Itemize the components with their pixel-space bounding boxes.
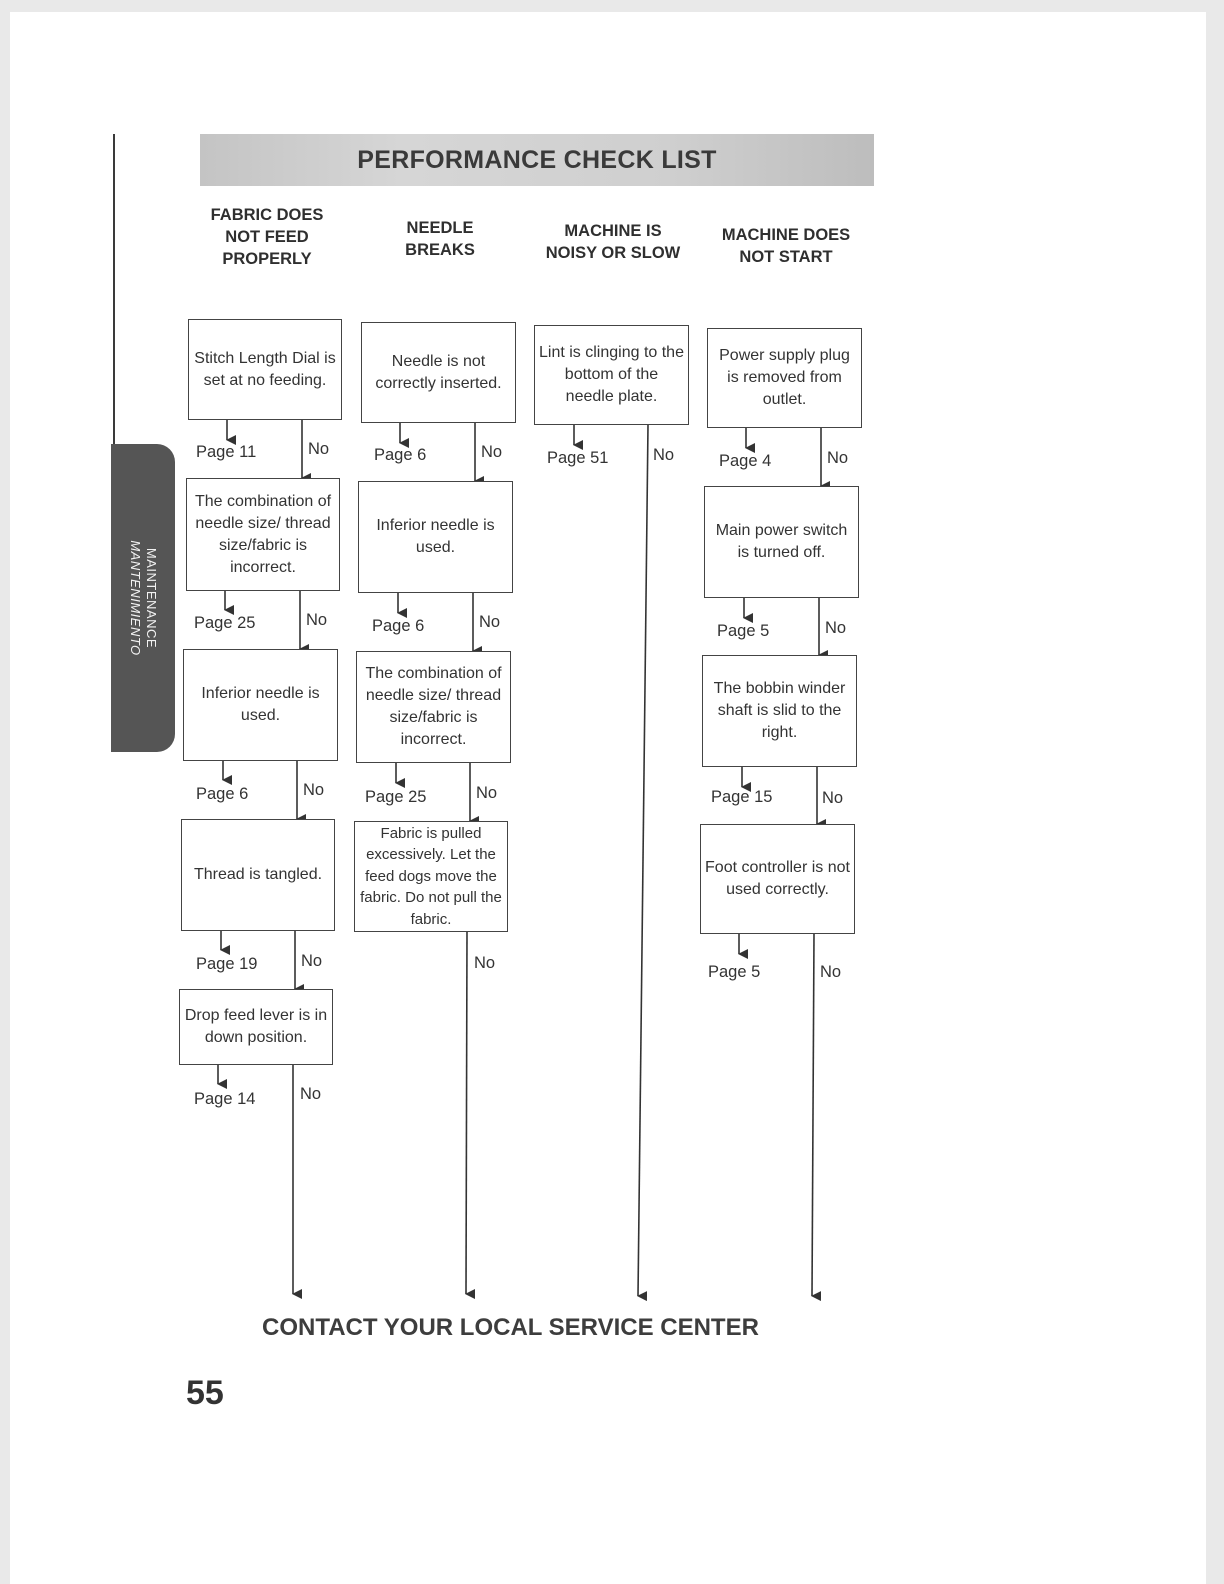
no-label: No <box>476 784 498 802</box>
column-heading-fabric: FABRIC DOES NOT FEED PROPERLY <box>210 206 324 268</box>
column-heading-noisy: MACHINE IS NOISY OR SLOW <box>545 222 681 262</box>
no-label: No <box>825 619 847 637</box>
contact-service-center: CONTACT YOUR LOCAL SERVICE CENTER <box>262 1314 759 1341</box>
check-box: The combination of needle size/ thread size/fabric is incorrect. <box>356 651 511 763</box>
page-reference: Page 25 <box>194 614 256 632</box>
no-label: No <box>300 1085 322 1103</box>
page-reference: Page 14 <box>194 1090 256 1108</box>
column-heading-needle: NEEDLE BREAKS <box>405 219 475 259</box>
page-reference: Page 11 <box>196 443 257 461</box>
check-box: Main power switch is turned off. <box>704 486 859 598</box>
manual-page <box>10 12 1206 1584</box>
page-reference: Page 4 <box>719 452 772 470</box>
check-box: Inferior needle is used. <box>183 649 338 761</box>
no-label: No <box>306 611 328 629</box>
check-box: Stitch Length Dial is set at no feeding. <box>188 319 342 420</box>
section-tab-english: MAINTENANCE <box>144 547 159 649</box>
page-reference: Page 51 <box>547 449 609 467</box>
check-box: Thread is tangled. <box>181 819 335 931</box>
page-reference: Page 15 <box>711 788 773 806</box>
check-box: The combination of needle size/ thread size/fabric is incorrect. <box>186 478 340 591</box>
check-box: Lint is clinging to the bottom of the needle plate. <box>534 325 689 425</box>
column-heading-no-start: MACHINE DOES NOT START <box>721 226 851 266</box>
page-number: 55 <box>186 1374 224 1412</box>
no-label: No <box>303 781 325 799</box>
no-label: No <box>474 954 496 972</box>
page-reference: Page 6 <box>374 446 427 464</box>
no-label: No <box>481 443 503 461</box>
check-box: Foot controller is not used correctly. <box>700 824 855 934</box>
no-label: No <box>479 613 501 631</box>
no-label: No <box>308 440 330 458</box>
flow-connectors <box>10 12 1206 1584</box>
page-title: PERFORMANCE CHECK LIST <box>357 146 717 174</box>
page-reference: Page 5 <box>708 963 761 981</box>
no-label: No <box>822 789 844 807</box>
section-tab-spanish: MANTENIMIENTO <box>128 540 143 656</box>
page-reference: Page 25 <box>365 788 427 806</box>
check-box: Power supply plug is removed from outlet. <box>707 328 862 428</box>
check-box: Drop feed lever is in down position. <box>179 989 333 1065</box>
page-reference: Page 5 <box>717 622 770 640</box>
check-box: Needle is not correctly inserted. <box>361 322 516 423</box>
no-label: No <box>653 446 675 464</box>
no-label: No <box>820 963 842 981</box>
page-reference: Page 6 <box>372 617 425 635</box>
no-label: No <box>827 449 849 467</box>
page-reference: Page 19 <box>196 955 258 973</box>
check-box: Inferior needle is used. <box>358 481 513 593</box>
check-box: The bobbin winder shaft is slid to the right. <box>702 655 857 767</box>
no-label: No <box>301 952 323 970</box>
page-reference: Page 6 <box>196 785 249 803</box>
check-box: Fabric is pulled excessively. Let the feed dogs move the fabric. Do not pull the fabric. <box>354 821 508 932</box>
